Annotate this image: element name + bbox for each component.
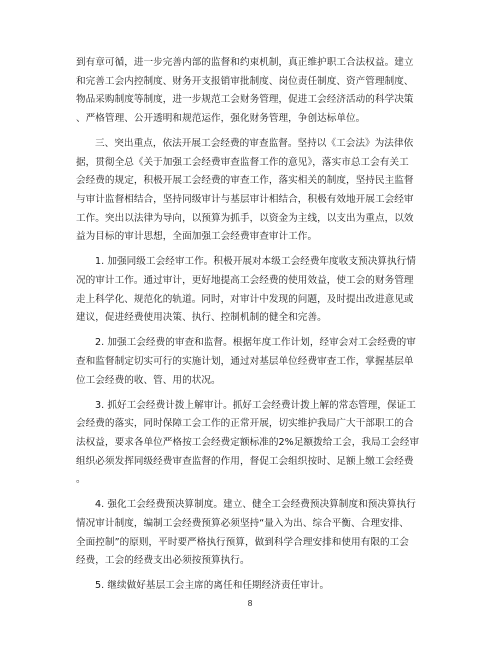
text-line: 工作。突出以法律为导向，以预算为抓手，以资金为主线，以支出为重点，以效 (76, 213, 414, 224)
text-line: 经费，工会的经费支出必须按预算执行。 (76, 555, 250, 566)
text-line: 5. 继续做好基层工会主席的离任和任期经济责任审计。 (95, 580, 330, 591)
text-line: 、严格管理、公开透明和规范运作，强化财务管理，争创达标单位。 (76, 113, 366, 124)
text-line: 会经费的规定，积极开展工会经费的审查工作，落实相关的制度，坚持民主监督 (76, 175, 414, 186)
text-line: 三、突出重点，依法开展工会经费的审查监督。坚持以《工会法》为法律依 (95, 138, 414, 149)
text-line: 会经费的落实，同时保障工会工作的正常开展，切实维护我局广大干部职工的合 (76, 418, 414, 429)
text-line: 建议，促进经费使用决策、执行、控制机制的健全和完善。 (76, 312, 327, 323)
text-line: 组织必须发挥同级经费审查监督的作用，督促工会组织按时、足额上缴工会经费 (76, 456, 414, 467)
text-line: 法权益，要求各单位严格按工会经费定额标准的2%足额拨给工会，我局工会经审 (76, 437, 420, 448)
text-line: 走上科学化、规范化的轨道。同时，对审计中发现的问题，及时提出改进意见或 (76, 294, 414, 305)
text-line: 2. 加强工会经费的审查和监督。根据年度工作计划，经审会对工会经费的审 (95, 337, 416, 348)
text-line: 和完善工会内控制度、财务开支报销审批制度、岗位责任制度、资产管理制度、 (76, 76, 414, 87)
text-line: 。 (76, 474, 86, 485)
text-line: 4. 强化工会经费预决算制度。建立、健全工会经费预决算制度和预决算执行 (95, 499, 416, 510)
text-line: 据，贯彻全总《关于加强工会经费审查监督工作的意见》，落实市总工会有关工 (76, 157, 409, 168)
text-line: 位工会经费的收、管、用的状况。 (76, 375, 221, 386)
text-line: 情况审计制度，编制工会经费预算必须坚持“量入为出、综合平衡、合理安排、 (76, 518, 409, 529)
text-line: 况的审计工作。通过审计，更好地提高工会经费的使用效益，使工会的财务管理 (76, 275, 414, 286)
text-line: 物品采购制度等制度，进一步规范工会财务管理，促进工会经济活动的科学决策 (76, 94, 414, 105)
text-line: 查和监督制定切实可行的实施计划，通过对基层单位经费审查工作，掌握基层单 (76, 356, 414, 367)
text-line: 全面控制”的原则，平时要严格执行预算，做到科学合理安排和使用有限的工会 (76, 537, 409, 548)
text-line: 与审计监督相结合，坚持同级审计与基层审计相结合，积极有效地开展工会经审 (76, 194, 414, 205)
text-line: 益为目标的审计思想，全面加强工会经费审查审计工作。 (76, 231, 318, 242)
page-number: 8 (247, 599, 253, 608)
text-line: 1. 加强同级工会经审工作。积极开展对本级工会经费年度收支预决算执行情 (95, 256, 416, 267)
text-line: 到有章可循，进一步完善内部的监督和约束机制，真正维护职工合法权益。建立 (76, 57, 414, 68)
text-line: 3. 抓好工会经费计拨上解审计。抓好工会经费计拨上解的常态管理，保证工 (95, 400, 416, 411)
